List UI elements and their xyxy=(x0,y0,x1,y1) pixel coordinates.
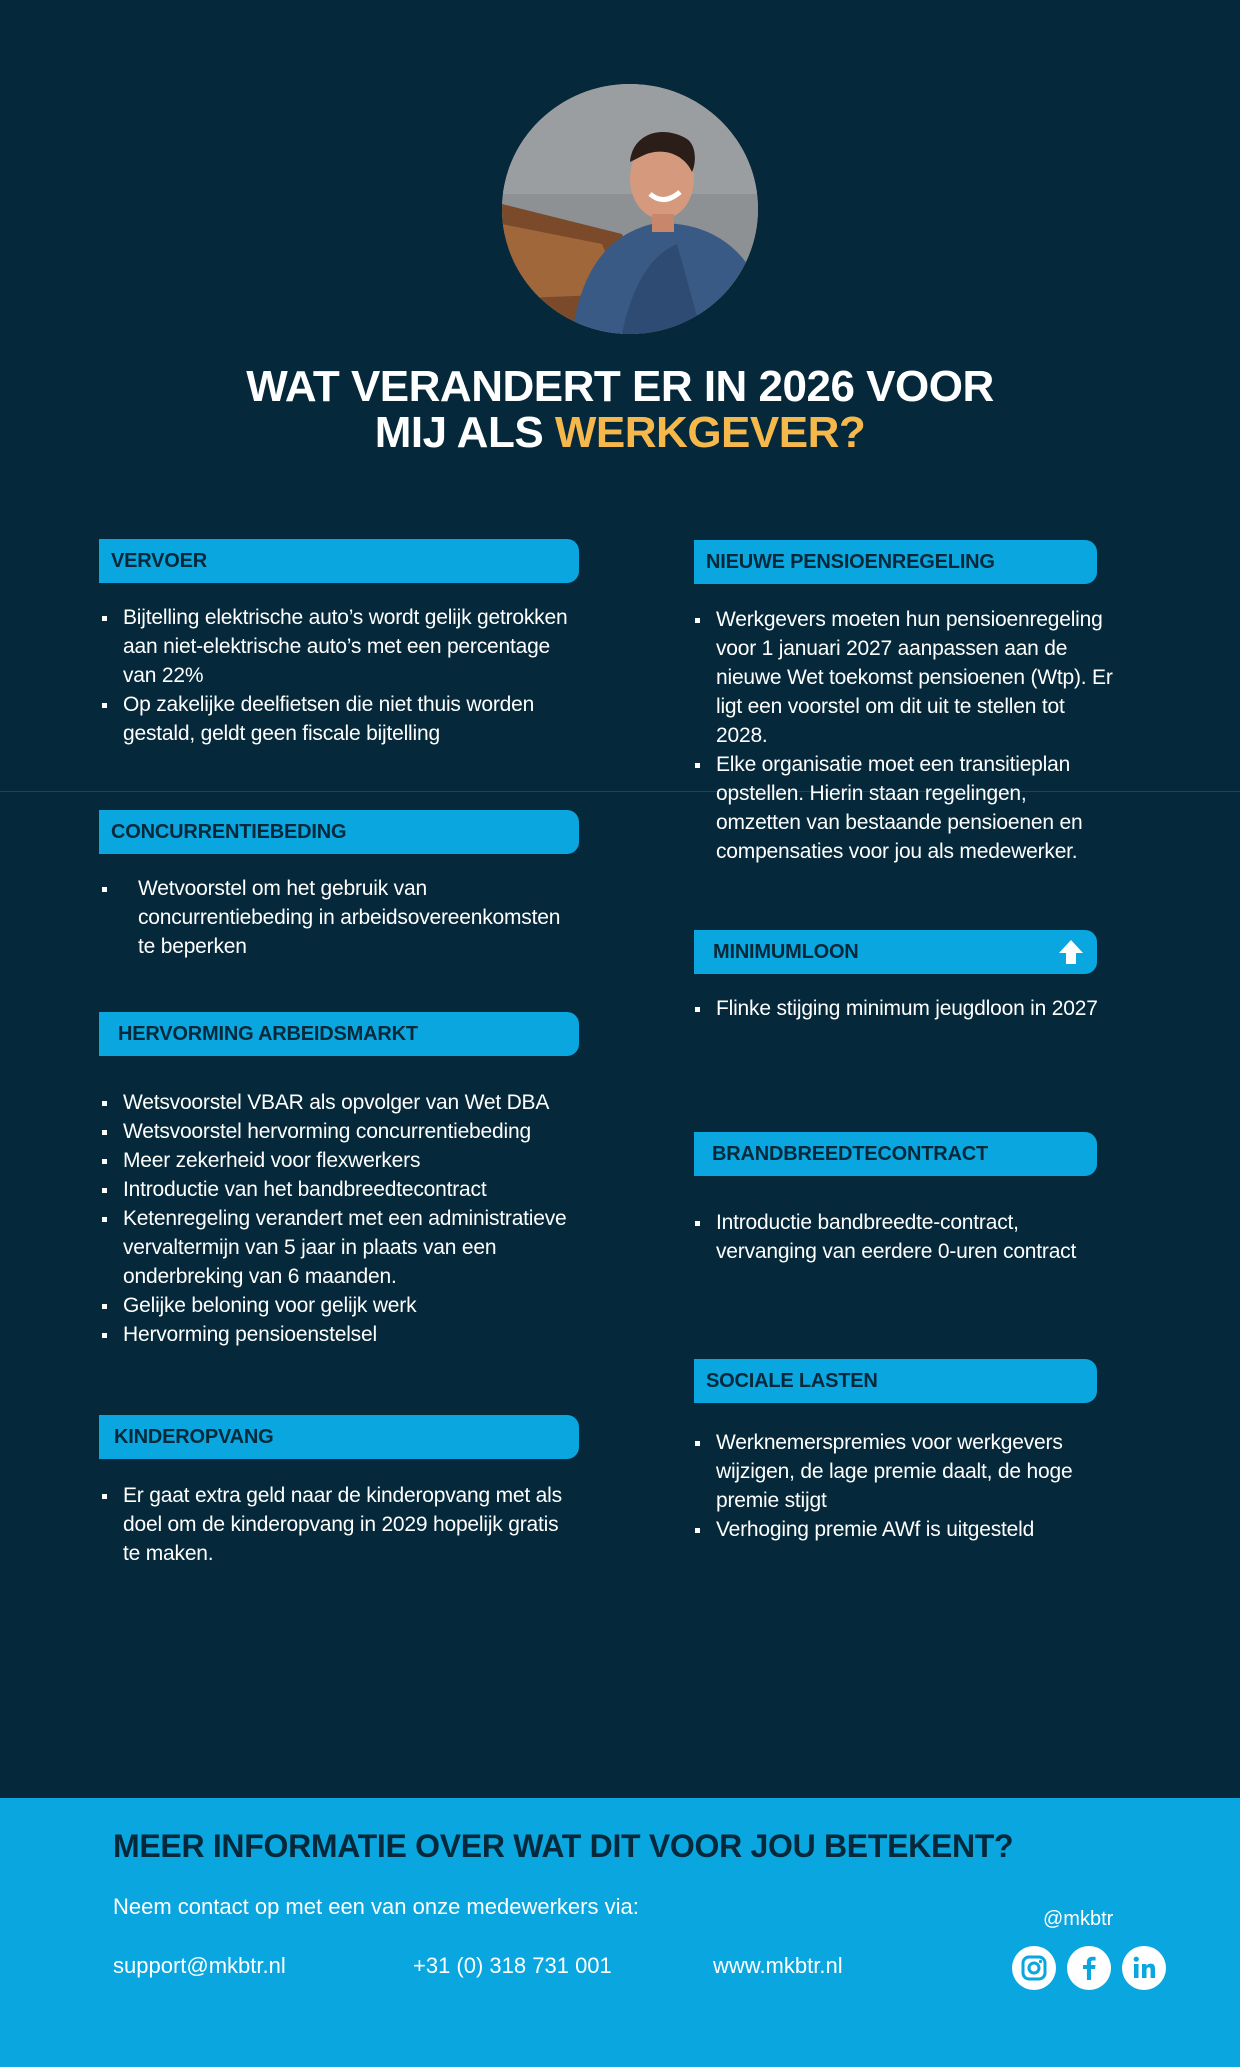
section-header-hervorming-arbeidsmarkt: HERVORMING ARBEIDSMARKT xyxy=(99,1012,579,1056)
section-header-vervoer: VERVOER xyxy=(99,539,579,583)
list-item: Wetsvoorstel hervorming concurrentiebeding xyxy=(101,1117,581,1146)
section-header-concurrentiebeding: CONCURRENTIEBEDING xyxy=(99,810,579,854)
list-item: Elke organisatie moet een transitieplan opstellen. Hierin staan regelingen, omzetten van bestaande pensioenen en compensaties voor jou als medewerker. xyxy=(694,750,1114,866)
title-line-2-prefix: MIJ ALS xyxy=(374,408,555,457)
list-item: Flinke stijging minimum jeugdloon in 2027 xyxy=(694,994,1114,1023)
list-item: Ketenregeling verandert met een administratieve vervaltermijn van 5 jaar in plaats van een onderbreking van 6 maanden. xyxy=(101,1204,581,1291)
list-item: Wetsvoorstel VBAR als opvolger van Wet DBA xyxy=(101,1088,581,1117)
footer-heading: MEER INFORMATIE OVER WAT DIT VOOR JOU BETEKENT? xyxy=(113,1828,1014,1864)
footer xyxy=(0,1798,1240,2067)
phone-link[interactable]: +31 (0) 318 731 001 xyxy=(413,1953,612,1978)
instagram-icon[interactable] xyxy=(1012,1946,1056,1990)
list-item: Werknemerspremies voor werkgevers wijzigen, de lage premie daalt, de hoge premie stijgt xyxy=(694,1428,1114,1515)
list-item: Wetvoorstel om het gebruik van concurrentiebeding in arbeidsovereenkomsten te beperken xyxy=(101,874,581,961)
list-item: Introductie van het bandbreedtecontract xyxy=(101,1175,581,1204)
section-header-minimumloon xyxy=(694,930,1097,974)
section-header-kinderopvang: KINDEROPVANG xyxy=(99,1415,579,1459)
list-item: Bijtelling elektrische auto’s wordt gelijk getrokken aan niet-elektrische auto’s met een percentage van 22% xyxy=(101,603,581,690)
section-header-sociale-lasten: SOCIALE LASTEN xyxy=(694,1359,1097,1403)
list-kinderopvang xyxy=(101,1481,581,1568)
list-item: Werkgevers moeten hun pensioenregeling voor 1 januari 2027 aanpassen aan de nieuwe Wet toekomst pensioenen (Wtp). Er ligt een voorstel om dit uit te stellen tot 2028. xyxy=(694,605,1114,750)
facebook-icon[interactable] xyxy=(1067,1946,1111,1990)
list-concurrentiebeding xyxy=(101,874,581,961)
list-item: Er gaat extra geld naar de kinderopvang met als doel om de kinderopvang in 2029 hopelijk gratis te maken. xyxy=(101,1481,581,1568)
email-link[interactable]: support@mkbtr.nl xyxy=(113,1953,286,1978)
person-illustration-icon xyxy=(502,84,758,334)
title-line-2 xyxy=(0,410,1240,456)
list-vervoer xyxy=(101,603,581,748)
list-item: Op zakelijke deelfietsen die niet thuis worden gestald, geldt geen fiscale bijtelling xyxy=(101,690,581,748)
section-header-brandbreedtecontract: BRANDBREEDTECONTRACT xyxy=(694,1132,1097,1176)
arrow-up-icon xyxy=(1057,938,1085,966)
list-item: Introductie bandbreedte-contract, vervanging van eerdere 0-uren contract xyxy=(694,1208,1114,1266)
list-item: Meer zekerheid voor flexwerkers xyxy=(101,1146,581,1175)
list-item: Hervorming pensioenstelsel xyxy=(101,1320,581,1349)
list-minimumloon xyxy=(694,994,1114,1023)
section-header-nieuwe-pensioenregeling: NIEUWE PENSIOENREGELING xyxy=(694,540,1097,584)
list-brandbreedtecontract xyxy=(694,1208,1114,1266)
list-sociale-lasten xyxy=(694,1428,1114,1544)
website-link[interactable]: www.mkbtr.nl xyxy=(713,1953,843,1978)
linkedin-icon[interactable] xyxy=(1122,1946,1166,1990)
title-accent: WERKGEVER? xyxy=(554,408,866,457)
avatar-photo xyxy=(502,84,758,334)
footer-subtext: Neem contact op met een van onze medewerkers via: xyxy=(113,1894,639,1919)
list-item: Gelijke beloning voor gelijk werk xyxy=(101,1291,581,1320)
list-nieuwe-pensioenregeling xyxy=(694,605,1114,866)
section-title: MINIMUMLOON xyxy=(713,941,859,963)
list-hervorming-arbeidsmarkt xyxy=(101,1088,581,1349)
title-line-1: WAT VERANDERT ER IN 2026 VOOR xyxy=(246,362,994,411)
list-item: Verhoging premie AWf is uitgesteld xyxy=(694,1515,1114,1544)
page-title xyxy=(0,364,1240,456)
social-handle: @mkbtr xyxy=(1043,1908,1114,1930)
